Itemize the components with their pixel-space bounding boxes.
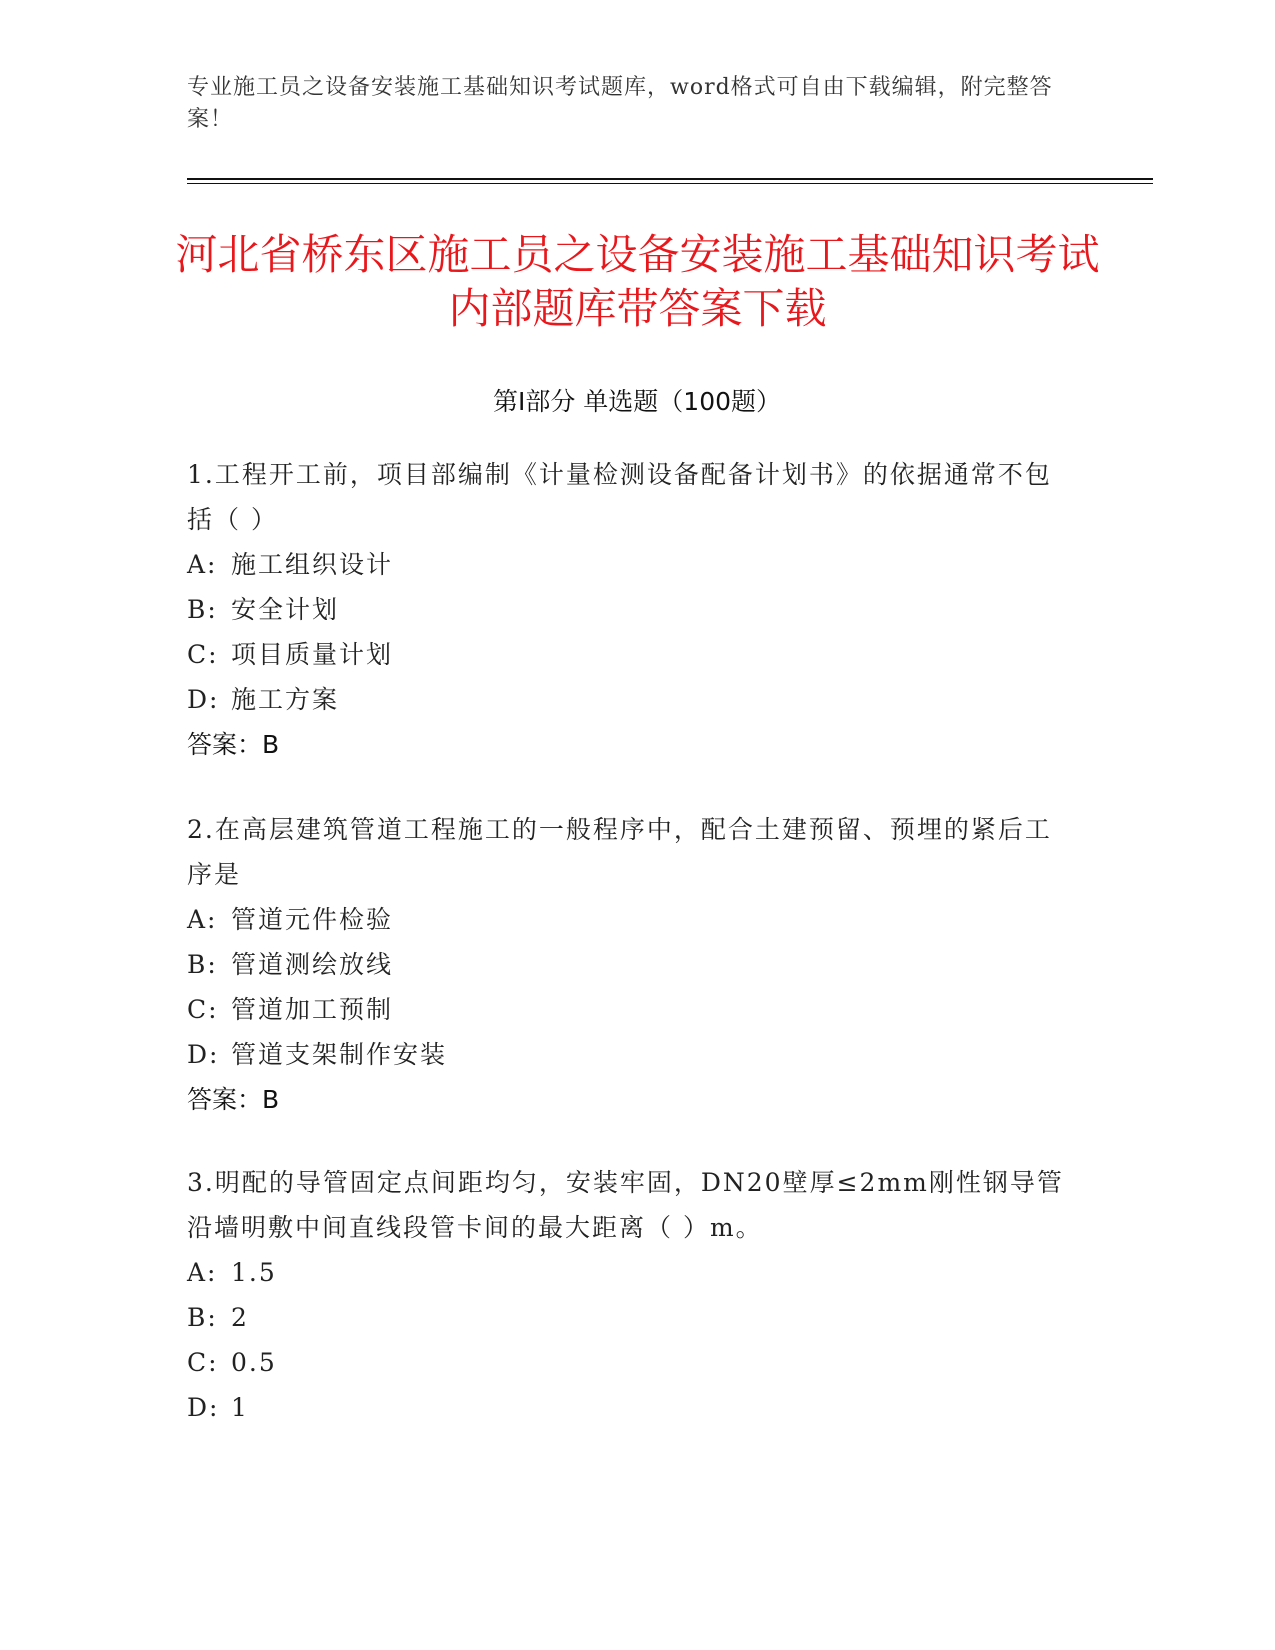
option-text: 管道测绘放线	[231, 950, 394, 979]
option-text: 1	[231, 1393, 249, 1422]
header-rule-thin	[187, 183, 1153, 184]
option-text: 0.5	[231, 1348, 277, 1377]
option-text: 2	[231, 1303, 249, 1332]
option-key: C:	[187, 1348, 219, 1377]
question-answer: 答案：B	[187, 1085, 280, 1114]
question-option-d	[187, 1385, 1067, 1430]
question-option-a	[187, 897, 1067, 942]
question-option-b	[187, 1295, 1067, 1340]
option-text: 管道加工预制	[231, 995, 394, 1024]
option-key: C:	[187, 995, 219, 1024]
option-key: C:	[187, 640, 219, 669]
option-key: B:	[187, 1303, 218, 1332]
question-option-b	[187, 942, 1067, 987]
document-title: 河北省桥东区施工员之设备安装施工基础知识考试内部题库带答案下载	[175, 230, 1100, 333]
option-key: A:	[187, 550, 218, 579]
question-3	[187, 1160, 1067, 1430]
option-text: 安全计划	[231, 595, 340, 624]
question-2	[187, 807, 1067, 1123]
question-stem: 3.明配的导管固定点间距均匀，安装牢固，DN20壁厚≤2mm刚性钢导管沿墙明敷中间直线段管卡间的最大距离（ ）m。	[187, 1168, 1064, 1242]
option-key: A:	[187, 905, 218, 934]
option-key: D:	[187, 1393, 220, 1422]
question-option-c	[187, 632, 1067, 677]
section-title: 第I部分 单选题（100题）	[492, 387, 782, 416]
option-key: A:	[187, 1258, 218, 1287]
option-text: 项目质量计划	[231, 640, 394, 669]
question-option-c	[187, 987, 1067, 1032]
option-text: 1.5	[231, 1258, 277, 1287]
option-text: 管道元件检验	[231, 905, 394, 934]
question-answer: 答案：B	[187, 730, 280, 759]
question-option-d	[187, 677, 1067, 722]
question-stem: 2.在高层建筑管道工程施工的一般程序中，配合土建预留、预埋的紧后工序是	[187, 815, 1052, 889]
question-option-a	[187, 542, 1067, 587]
header-rule-thick	[187, 178, 1153, 180]
option-key: D:	[187, 685, 220, 714]
question-option-c	[187, 1340, 1067, 1385]
question-1	[187, 452, 1067, 768]
question-option-b	[187, 587, 1067, 632]
option-key: B:	[187, 950, 218, 979]
question-stem: 1.工程开工前，项目部编制《计量检测设备配备计划书》的依据通常不包括（ ）	[187, 460, 1052, 534]
option-text: 管道支架制作安装	[231, 1040, 448, 1069]
option-key: D:	[187, 1040, 220, 1069]
option-text: 施工方案	[231, 685, 340, 714]
header-note: 专业施工员之设备安装施工基础知识考试题库，word格式可自由下载编辑，附完整答案！	[187, 75, 1053, 132]
question-option-a	[187, 1250, 1067, 1295]
option-text: 施工组织设计	[231, 550, 394, 579]
option-key: B:	[187, 595, 218, 624]
question-option-d	[187, 1032, 1067, 1077]
